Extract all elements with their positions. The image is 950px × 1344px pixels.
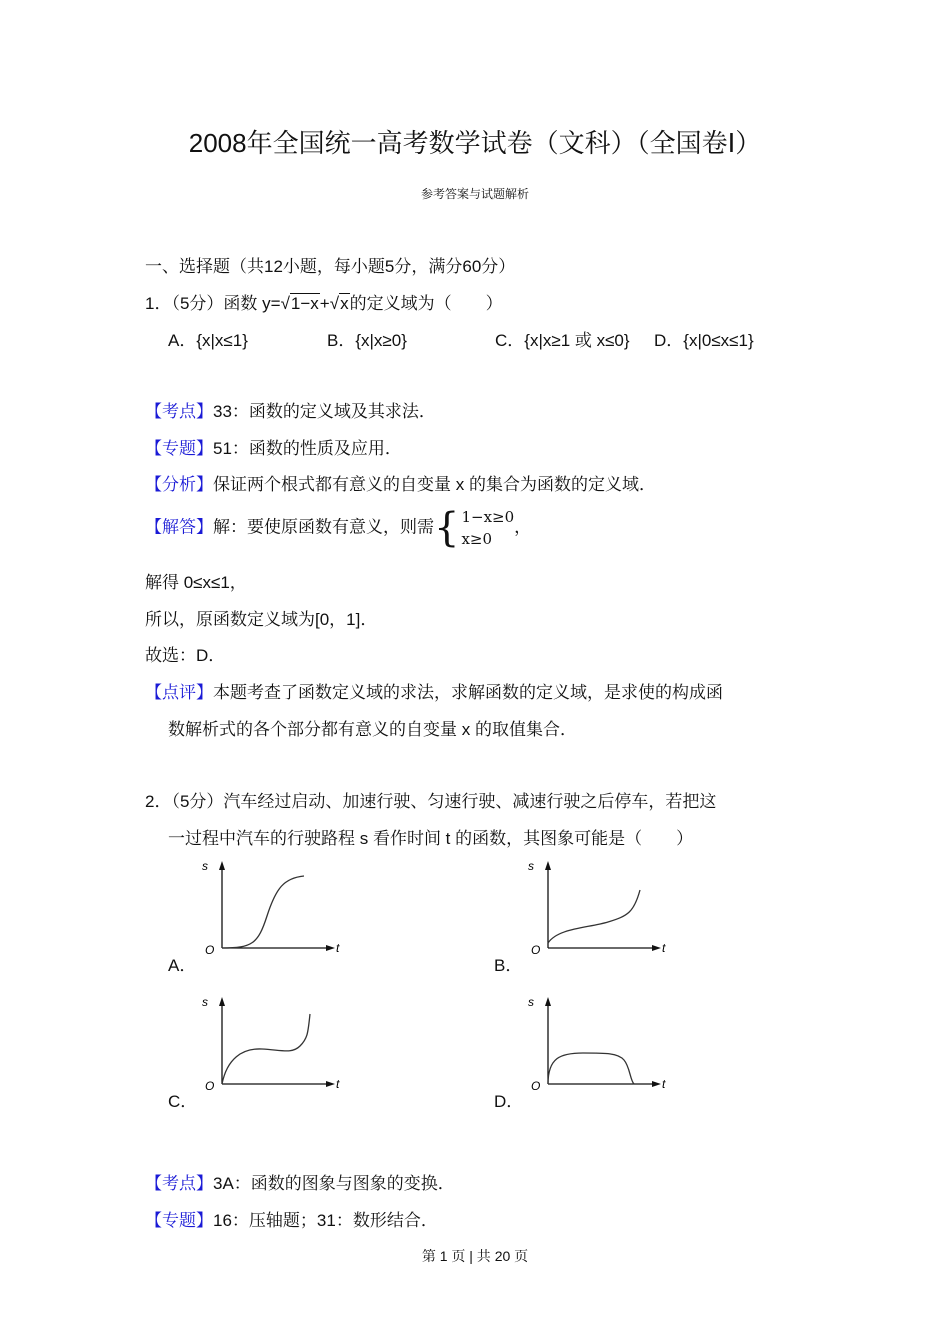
origin-label: O [205, 943, 215, 957]
x-axis-arrow [326, 1081, 335, 1087]
s-label: s [202, 995, 208, 1009]
q1-stem-post: 的定义域为（ ） [349, 294, 503, 313]
t-label: t [662, 941, 666, 955]
q2-stem-1: 2．（5分）汽车经过启动、加速行驶、匀速行驶、减速行驶之后停车，若把这 [145, 792, 717, 811]
q2-kaodian [145, 1169, 455, 1194]
q1-zhuanti [145, 434, 402, 459]
q1-option-c: C．{x|x≥1 或 x≤0} [495, 331, 630, 350]
q1-root2: x [340, 294, 349, 313]
y-axis-arrow [545, 861, 551, 870]
text: 本题考查了函数定义域的求法，求解函数的定义域，是求使的构成函 [213, 683, 723, 702]
text: 3A：函数的图象与图象的变换． [213, 1174, 455, 1193]
q2-graph-c [197, 989, 357, 1099]
s-label: s [528, 995, 534, 1009]
q2-graph-d [523, 989, 683, 1099]
q1-stem-pre: 1．（5分）函数 y= [145, 294, 281, 313]
t-label: t [336, 1077, 340, 1091]
q1-fenxi [145, 470, 656, 495]
q2-option-c-label: C． [168, 1092, 198, 1111]
q1-option-d: D．{x|0≤x≤1} [654, 331, 754, 350]
tag: 【专题】 [145, 439, 213, 458]
y-axis-arrow [219, 861, 225, 870]
q1-plus: + [319, 294, 330, 313]
origin-label: O [531, 1079, 541, 1093]
q1-dianping-cont: 数解析式的各个部分都有意义的自变量 x 的取值集合． [168, 720, 577, 739]
y-axis-arrow [545, 997, 551, 1006]
inequality-2: x≥0 [461, 530, 493, 548]
tag: 【考点】 [145, 402, 213, 421]
tag: 【点评】 [145, 683, 213, 702]
curve [548, 1053, 634, 1084]
q1-line-2: 所以，原函数定义域为[0，1]． [145, 610, 378, 629]
q1-option-a: A．{x|x≤1} [168, 331, 248, 350]
q1-option-b: B．{x|x≥0} [327, 331, 407, 350]
tag: 【考点】 [145, 1174, 213, 1193]
x-axis-arrow [652, 945, 661, 951]
tag: 【解答】 [145, 517, 213, 537]
q2-graph-a [197, 853, 357, 963]
text: 51：函数的性质及应用． [213, 439, 402, 458]
section-heading: 一、选择题（共12小题，每小题5分，满分60分） [145, 257, 516, 276]
q2-zhuanti [145, 1206, 438, 1231]
curve [222, 1014, 310, 1084]
q1-root1: 1−x [290, 294, 319, 313]
q2-option-d-label: D． [494, 1092, 524, 1111]
s-label: s [528, 859, 534, 873]
q1-kaodian [145, 397, 436, 422]
page-title: 2008年全国统一高考数学试卷（文科）（全国卷Ⅰ） [188, 128, 762, 158]
page-footer: 第 1 页 | 共 20 页 [421, 1248, 529, 1264]
origin-label: O [531, 943, 541, 957]
q1-line-1: 解得 0≤x≤1， [145, 573, 247, 592]
q2-option-b-label: B． [494, 956, 523, 975]
origin-label: O [205, 1079, 215, 1093]
q1-stem: 1．（5分）函数 y=√1−x+√x的定义域为（ ） [145, 294, 503, 313]
text: 保证两个根式都有意义的自变量 x 的集合为函数的定义域． [213, 475, 656, 494]
page-subtitle: 参考答案与试题解析 [420, 187, 529, 201]
q1-line-3: 故选：D． [145, 646, 226, 665]
comma: ， [514, 517, 532, 537]
tag: 【分析】 [145, 475, 213, 494]
inequality-1: 1−x≥0 [461, 508, 515, 526]
equation-system: { 1−x≥0 x≥0 [434, 505, 515, 551]
q2-graph-b [523, 853, 683, 963]
tag: 【专题】 [145, 1211, 213, 1230]
text: 16：压轴题；31：数形结合． [213, 1211, 438, 1230]
text: 33：函数的定义域及其求法． [213, 402, 436, 421]
s-label: s [202, 859, 208, 873]
text: 解：要使原函数有意义，则需 [213, 517, 434, 537]
x-axis-arrow [652, 1081, 661, 1087]
q1-jieda [145, 506, 531, 550]
t-label: t [336, 941, 340, 955]
q2-stem-2: 一过程中汽车的行驶路程 s 看作时间 t 的函数，其图象可能是（ ） [168, 829, 694, 848]
q2-option-a-label: A． [168, 956, 197, 975]
y-axis-arrow [219, 997, 225, 1006]
curve [548, 890, 640, 943]
t-label: t [662, 1077, 666, 1091]
curve [222, 876, 304, 948]
q1-dianping [145, 678, 723, 703]
x-axis-arrow [326, 945, 335, 951]
